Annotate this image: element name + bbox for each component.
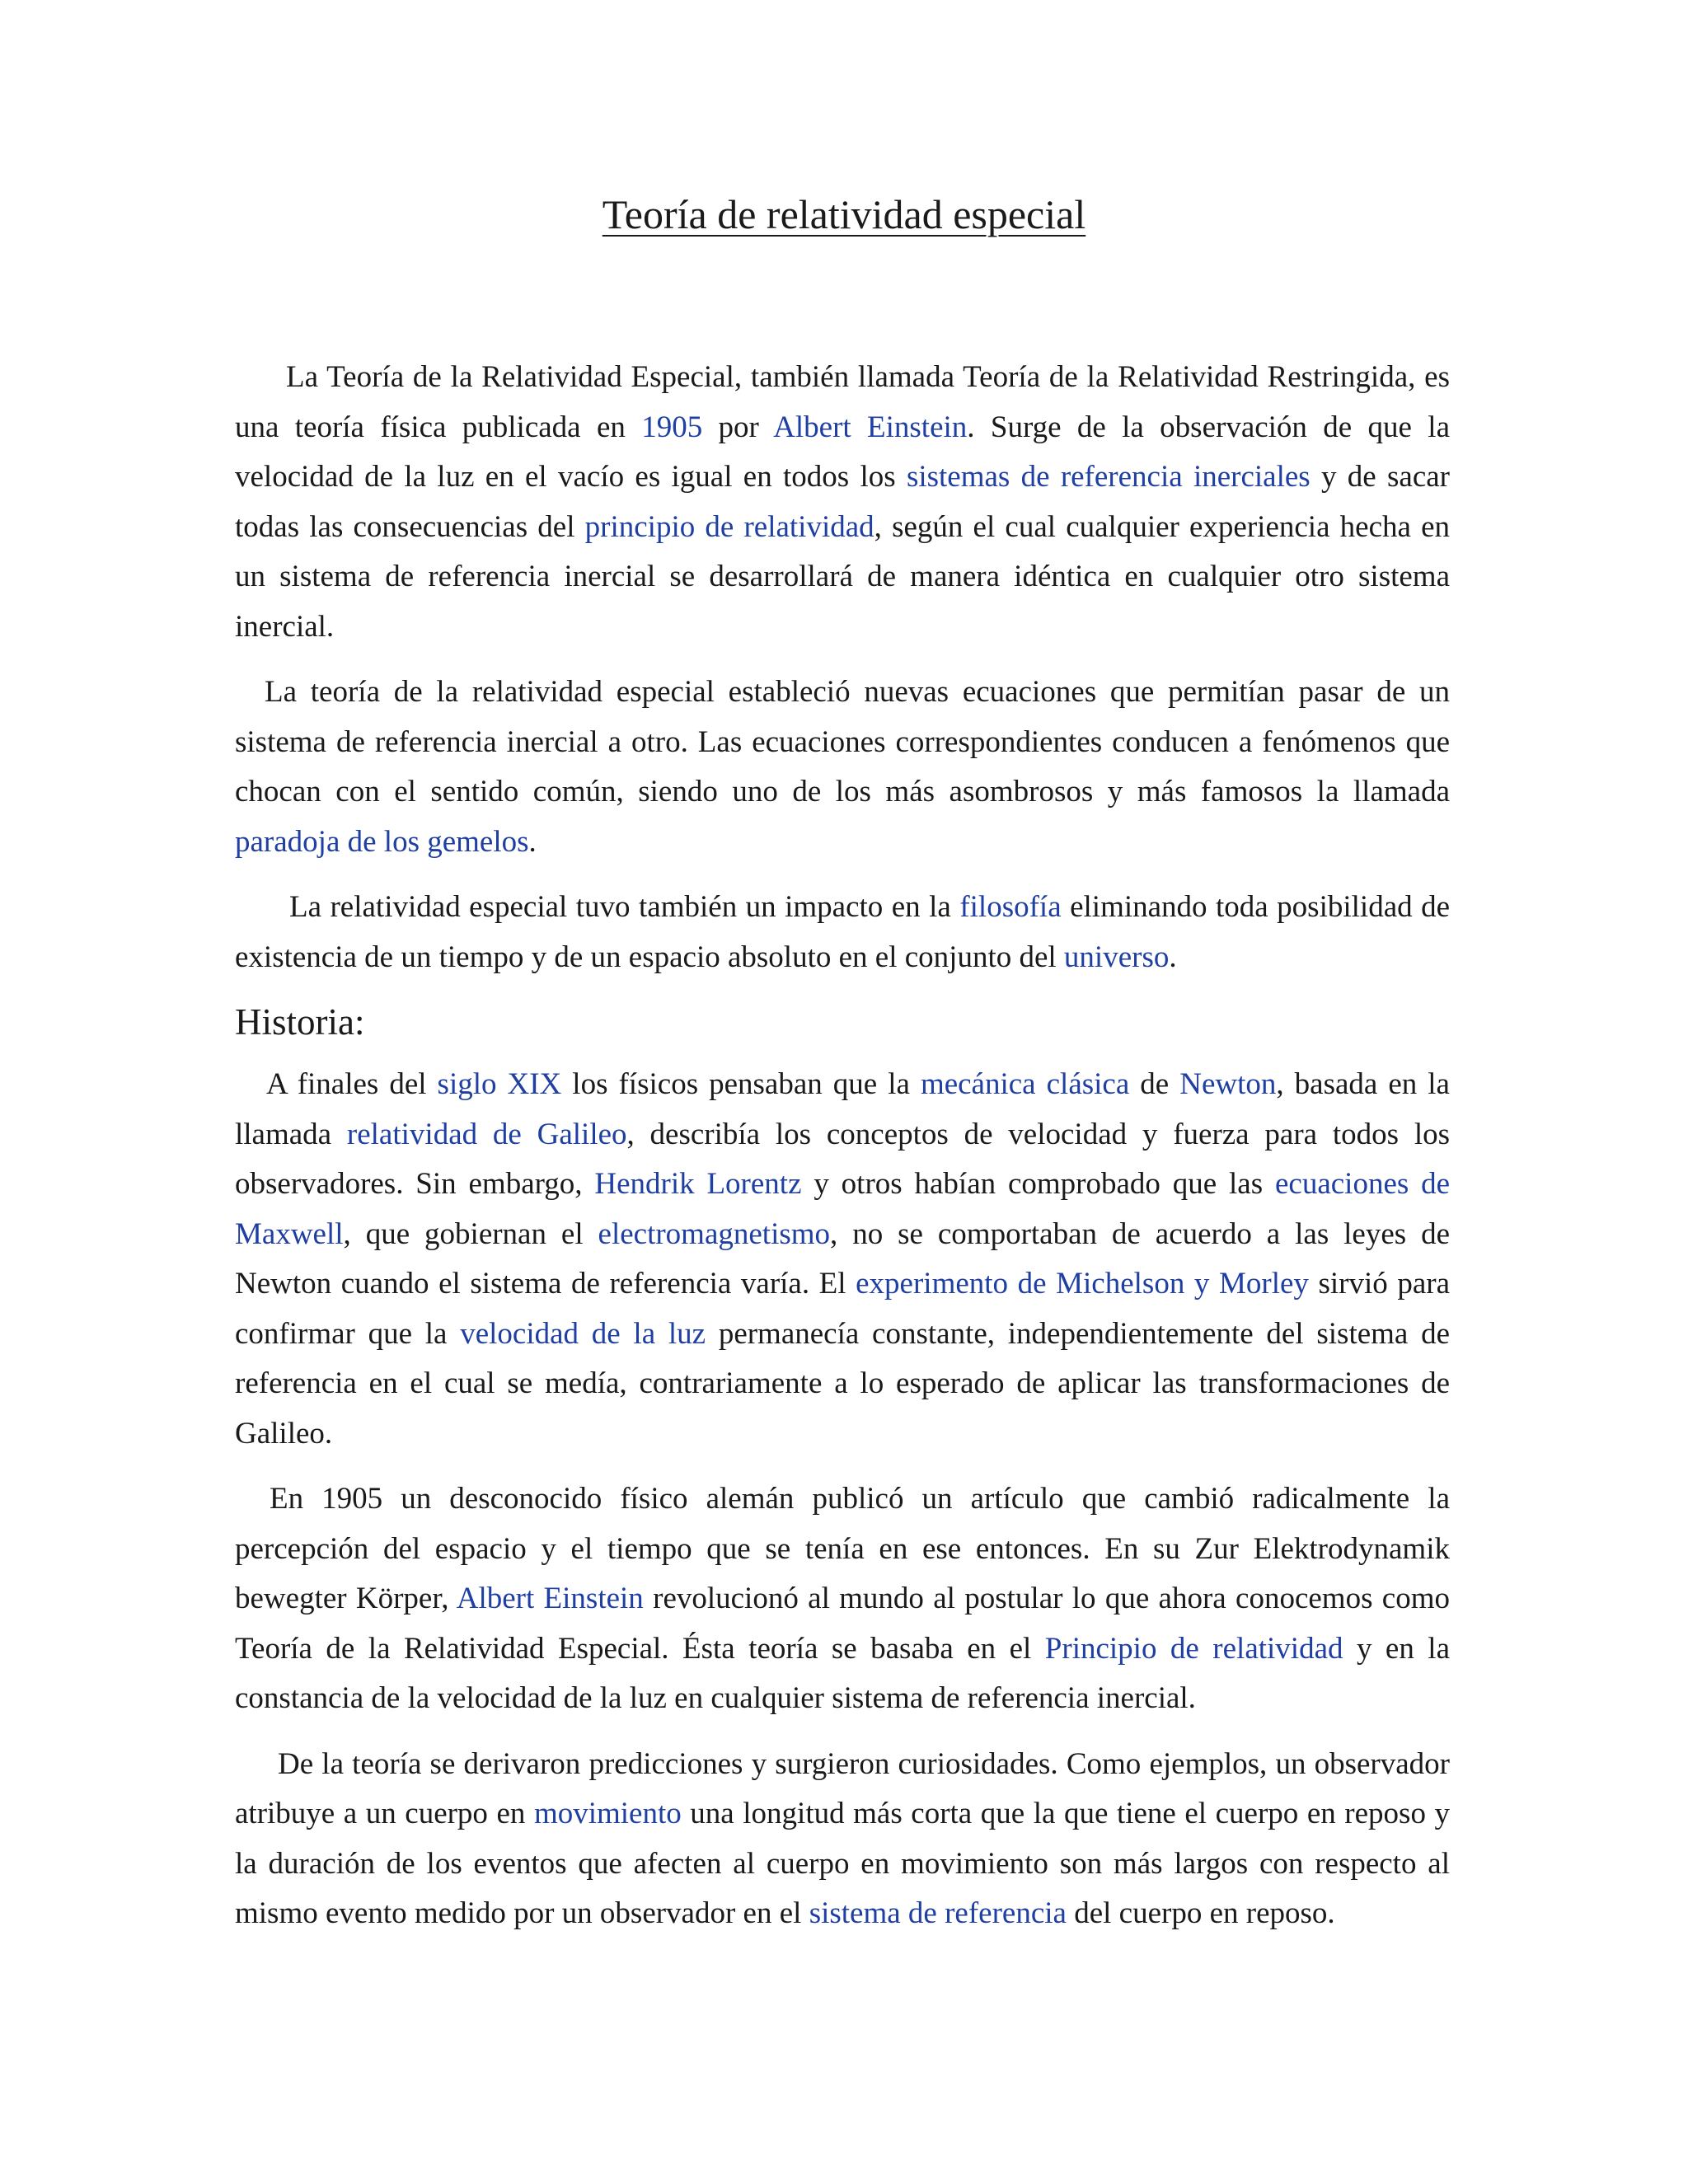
text-run: En 1905 un desconocido físico alemán publicó un artículo que cambió radicalmente la percepción del espacio y el tiempo que se tenía en ese entonces. En su Zur Elektrodynamik bewegter Körper,	[235, 1482, 1450, 1615]
text-run: La Teoría de la Relatividad Especial, también llamada Teoría de la Relatividad Restringida, es una teoría física publicada en	[235, 360, 1450, 444]
hyperlink[interactable]: Newton	[1179, 1067, 1277, 1101]
text-run: sirvió para confirmar que la	[235, 1267, 1450, 1351]
paragraph-history-1	[235, 1060, 1450, 1459]
text-run: y de sacar todas las consecuencias del	[235, 460, 1450, 544]
hyperlink[interactable]: velocidad de la luz	[460, 1316, 706, 1351]
text-run: , describía los conceptos de velocidad y fuerza para todos los observadores. Sin embargo,	[235, 1117, 1450, 1201]
hyperlink[interactable]: movimiento	[533, 1797, 682, 1830]
text-run: y otros habían comprobado que las	[801, 1167, 1275, 1201]
text-run: , según el cual cualquier experiencia hecha en un sistema de referencia inercial se desarrollará de manera idéntica en cualquier otro sistema inercial.	[235, 509, 1450, 644]
section-heading-historia: Historia:	[235, 1001, 365, 1043]
page-title-text: Teoría de relatividad especial	[602, 191, 1086, 237]
paragraph-history-3	[235, 1740, 1450, 1939]
hyperlink[interactable]: universo	[1063, 940, 1170, 974]
hyperlink[interactable]: 1905	[641, 410, 703, 444]
text-run: y en la constancia de la velocidad de la luz en cualquier sistema de referencia inercial.	[235, 1631, 1450, 1715]
hyperlink[interactable]: electromagnetismo	[598, 1216, 831, 1251]
page-title	[0, 188, 1688, 241]
hyperlink[interactable]: experimento de Michelson y Morley	[856, 1267, 1309, 1301]
text-run: De la teoría se derivaron predicciones y surgieron curiosidades. Como ejemplos, un observador atribuye a un cuerpo en	[235, 1746, 1450, 1830]
text-run: , no se comportaban de acuerdo a las leyes de Newton cuando el sistema de referencia varía. El	[235, 1216, 1450, 1301]
hyperlink[interactable]: Albert Einstein	[773, 410, 968, 444]
hyperlink[interactable]: sistema de referencia	[809, 1896, 1067, 1930]
text-run: . Surge de la observación de que la velocidad de la luz en el vacío es igual en todos los	[235, 410, 1450, 494]
text-run: una longitud más corta que la que tiene el cuerpo en reposo y la duración de los eventos que afecten al cuerpo en movimiento son más largos con respecto al mismo evento medido por un observador en el	[235, 1797, 1450, 1930]
hyperlink[interactable]: Hendrik Lorentz	[594, 1167, 802, 1201]
hyperlink[interactable]: siglo XIX	[437, 1067, 562, 1101]
hyperlink[interactable]: paradoja de los gemelos	[235, 824, 529, 859]
hyperlink[interactable]: Albert Einstein	[456, 1582, 644, 1615]
hyperlink[interactable]: filosofía	[959, 890, 1062, 924]
text-run: La relatividad especial tuvo también un impacto en la	[289, 890, 960, 924]
text-run: .	[528, 824, 537, 859]
paragraph-intro	[235, 353, 1450, 652]
text-run: revolucionó al mundo al postular lo que ahora conocemos como Teoría de la Relatividad Especial. Ésta teoría se basaba en el	[235, 1582, 1450, 1666]
text-run: , basada en la llamada	[235, 1067, 1450, 1151]
text-run: .	[1169, 940, 1177, 974]
text-run: los físicos pensaban que la	[561, 1067, 921, 1101]
text-run: eliminando toda posibilidad de existencia de un tiempo y de un espacio absoluto en el conjunto del	[235, 890, 1450, 974]
text-run: A finales del	[266, 1067, 438, 1101]
text-run: por	[702, 410, 774, 444]
text-run: permanecía constante, independientemente del sistema de referencia en el cual se medía, contrariamente a lo esperado de aplicar las transformaciones de Galileo.	[235, 1316, 1450, 1451]
hyperlink[interactable]: principio de relatividad	[584, 509, 874, 544]
text-run: La teoría de la relatividad especial estableció nuevas ecuaciones que permitían pasar de un sistema de referencia inercial a otro. Las ecuaciones correspondientes conducen a fenómenos que chocan con el sentido común, siendo uno de los más asombrosos y más famosos la llamada	[235, 675, 1450, 808]
text-run: , que gobiernan el	[343, 1216, 598, 1251]
hyperlink[interactable]: ecuaciones de Maxwell	[235, 1167, 1451, 1251]
paragraph-philosophy	[235, 883, 1450, 982]
document-body	[235, 353, 1450, 1955]
text-run: del cuerpo en reposo.	[1066, 1896, 1335, 1930]
paragraph-equations	[235, 668, 1450, 867]
hyperlink[interactable]: mecánica clásica	[920, 1067, 1130, 1101]
hyperlink[interactable]: sistemas de referencia inerciales	[906, 460, 1311, 494]
hyperlink[interactable]: relatividad de Galileo	[346, 1117, 627, 1151]
hyperlink[interactable]: Principio de relatividad	[1044, 1631, 1343, 1666]
text-run: de	[1129, 1067, 1180, 1101]
paragraph-history-2	[235, 1474, 1450, 1724]
